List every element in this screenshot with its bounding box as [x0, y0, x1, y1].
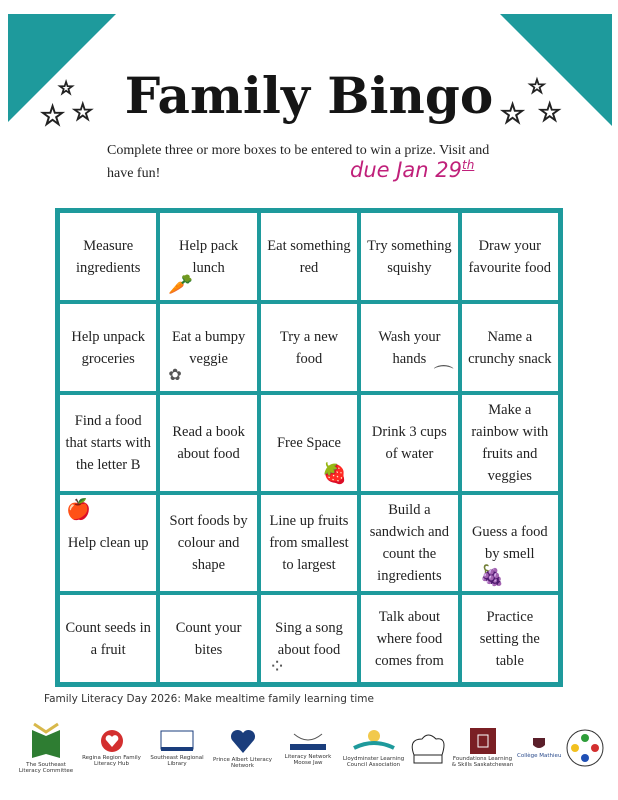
heart-icon	[100, 729, 124, 753]
bingo-cell[interactable]	[259, 593, 359, 684]
logo-southeast-regional-library	[146, 729, 208, 767]
logo-text: Southeast Regional Library	[150, 755, 204, 767]
logo-southeast-literacy	[15, 722, 77, 774]
bingo-cell[interactable]	[158, 302, 258, 393]
star-icon: ☆	[40, 99, 66, 132]
bingo-cell[interactable]	[58, 211, 158, 302]
cell-text: Line up fruits from smallest to largest	[269, 513, 349, 573]
cell-text: Wash your hands	[378, 328, 441, 367]
bingo-cell[interactable]	[259, 393, 359, 493]
people-circle-icon	[565, 728, 605, 768]
chef-hat-icon	[408, 731, 448, 765]
bingo-cell[interactable]	[460, 493, 560, 593]
star-icon: ☆	[72, 98, 94, 126]
star-icon: ☆	[500, 97, 526, 130]
page-title: Family Bingo	[124, 66, 494, 125]
bingo-cell[interactable]	[359, 493, 459, 593]
beans-icon: ⁘	[268, 656, 286, 678]
bingo-cell[interactable]	[460, 211, 560, 302]
heart-icon	[229, 727, 257, 755]
peapod-icon: ⌒	[433, 365, 454, 387]
cell-text: Eat something red	[267, 237, 351, 276]
bingo-cell[interactable]	[259, 211, 359, 302]
cell-text: Talk about where food comes from	[374, 608, 444, 669]
cell-text: Try a new food	[279, 328, 339, 367]
star-icon: ☆	[528, 74, 546, 98]
cell-text: Read a book about food	[172, 424, 245, 462]
foundations-icon	[470, 728, 496, 754]
star-icon: ☆	[538, 98, 562, 128]
logo-prince-albert-literacy	[212, 727, 274, 769]
cell-text: Practice setting the table	[479, 608, 540, 669]
logo-text: Literacy Network Moose Jaw	[284, 754, 332, 766]
logo-foundations	[452, 728, 514, 768]
bingo-cell[interactable]	[359, 593, 459, 684]
bingo-cell[interactable]	[460, 593, 560, 684]
bingo-cell[interactable]	[58, 302, 158, 393]
logo-chef-hat	[408, 731, 448, 765]
bingo-cell[interactable]	[259, 493, 359, 593]
bingo-cell[interactable]	[58, 393, 158, 493]
bingo-cell[interactable]	[259, 302, 359, 393]
cell-text: Count your bites	[175, 619, 242, 658]
strawberry-icon: 🍓	[322, 463, 348, 485]
bingo-cell[interactable]	[158, 211, 258, 302]
bingo-cell[interactable]	[158, 393, 258, 493]
bingo-cell[interactable]	[359, 393, 459, 493]
bingo-cell[interactable]	[158, 493, 258, 593]
bingo-cell[interactable]	[460, 393, 560, 493]
logo-college-mathieu	[517, 737, 561, 759]
logo-text: Foundations Learning & Skills Saskatchewan	[451, 756, 514, 768]
bingo-cell[interactable]	[359, 302, 459, 393]
logo-text: Prince Albert Literacy Network	[212, 757, 273, 769]
crest-icon	[532, 737, 546, 751]
book-icon	[28, 722, 64, 760]
cell-text: Guess a food by smell	[471, 524, 548, 562]
grapes-icon: 🍇	[479, 565, 505, 587]
logo-text: Regina Region Family Literacy Hub	[82, 755, 141, 767]
cell-text: Count seeds in a fruit	[65, 619, 151, 658]
cell-text: Name a crunchy snack	[468, 328, 552, 367]
logo-text: The Southeast Literacy Committee	[18, 762, 74, 774]
cell-text: Measure ingredients	[75, 237, 141, 276]
instructions: Complete three or more boxes to be entered to win a prize. Visit and have fun!	[107, 143, 490, 181]
cell-text: Draw your favourite food	[468, 237, 552, 276]
logo-regina-family-literacy-hub	[81, 729, 143, 767]
cell-text: Help pack lunch	[179, 237, 239, 276]
bingo-cell[interactable]	[58, 493, 158, 593]
bingo-cell[interactable]	[460, 302, 560, 393]
bingo-cell[interactable]	[58, 593, 158, 684]
cell-text: Sort foods by colour and shape	[169, 513, 248, 573]
cell-text: Help clean up	[67, 535, 149, 551]
logo-text: Collège Mathieu	[517, 753, 562, 759]
due-suffix: th	[462, 158, 475, 172]
bingo-cell[interactable]	[359, 211, 459, 302]
footer-tagline: Family Literacy Day 2026: Make mealtime family learning time	[44, 693, 374, 705]
logo-lloydminster-learning-council	[343, 728, 405, 768]
apple-icon: 🍎	[66, 499, 91, 521]
open-book-icon	[352, 728, 396, 754]
due-text: due Jan 29	[350, 158, 463, 182]
blueberry-icon: ✿	[168, 367, 182, 384]
logo-community-circle	[565, 728, 605, 768]
cell-text: Drink 3 cups of water	[371, 424, 447, 462]
star-icon: ☆	[58, 78, 75, 99]
cell-text: Make a rainbow with fruits and veggies	[471, 402, 549, 484]
bingo-cell[interactable]	[158, 593, 258, 684]
logo-literacy-network-moose-jaw	[277, 730, 339, 766]
cell-text: Build a sandwich and count the ingredients	[369, 502, 450, 584]
carrot-icon: 🥕	[168, 274, 194, 296]
cell-text: Try something squishy	[367, 237, 452, 276]
moose-icon	[288, 730, 328, 752]
cell-text: Eat a bumpy veggie	[171, 328, 246, 367]
cell-text: Find a food that starts with the letter B	[65, 413, 151, 473]
library-icon	[159, 729, 195, 753]
sponsor-logos	[15, 718, 605, 778]
cell-text: Help unpack groceries	[71, 328, 146, 367]
logo-text: Lloydminster Learning Council Association	[342, 756, 405, 768]
handwritten-due-date	[350, 158, 474, 182]
cell-text: Sing a song about food	[275, 619, 343, 658]
bingo-grid	[55, 208, 563, 687]
cell-text: Free Space	[276, 435, 341, 451]
